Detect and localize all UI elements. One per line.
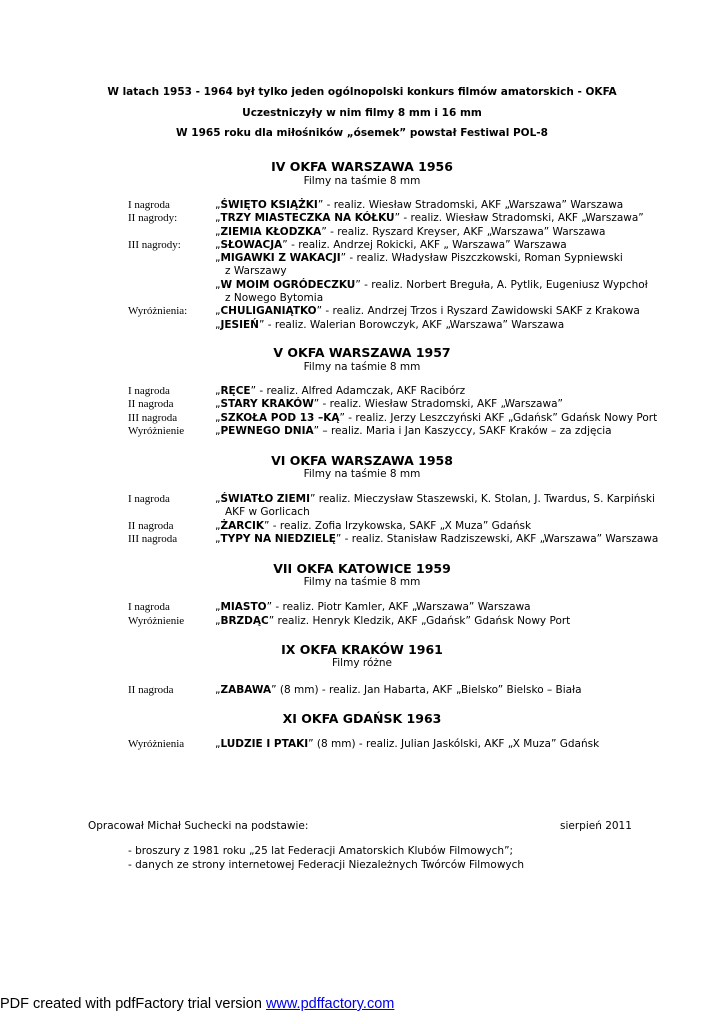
award-entry: „ZIEMIA KŁODZKA” - realiz. Ryszard Kreyser, AKF „Warszawa” Warszawa bbox=[215, 226, 606, 238]
section-subtitle: Filmy na taśmie 8 mm bbox=[303, 175, 421, 187]
footer-date: sierpień 2011 bbox=[560, 820, 632, 832]
award-entry: „TYPY NA NIEDZIELĘ” - realiz. Stanisław Radziszewski, AKF „Warszawa” Warszawa bbox=[215, 533, 659, 545]
award-entry: „W MOIM OGRÓDECZKU” - realiz. Norbert Breguła, A. Pytlik, Eugeniusz Wypchoł bbox=[215, 279, 648, 291]
film-title: PEWNEGO DNIA bbox=[220, 425, 314, 437]
award-entry: „LUDZIE I PTAKI” (8 mm) - realiz. Julian Jaskólski, AKF „X Muza” Gdańsk bbox=[215, 738, 600, 750]
award-entry: „CHULIGANIĄTKO” - realiz. Andrzej Trzos i Ryszard Zawidowski SAKF z Krakowa bbox=[215, 305, 640, 317]
award-entry: „SŁOWACJA” - realiz. Andrzej Rokicki, AKF „ Warszawa” Warszawa bbox=[215, 239, 567, 251]
award-entry: „SZKOŁA POD 13 –KĄ” - realiz. Jerzy Leszczyński AKF „Gdańsk” Gdańsk Nowy Port bbox=[215, 412, 658, 424]
award-entry: „STARY KRAKÓW” - realiz. Wiesław Stradomski, AKF „Warszawa” bbox=[215, 398, 563, 410]
film-title: ZABAWA bbox=[220, 684, 272, 696]
source-item: - broszury z 1981 roku „25 lat Federacji Amatorskich Klubów Filmowych”; bbox=[128, 845, 514, 857]
film-title: SZKOŁA POD 13 –KĄ bbox=[220, 412, 340, 424]
section-title: VII OKFA KATOWICE 1959 bbox=[273, 561, 451, 576]
film-title: ZIEMIA KŁODZKA bbox=[220, 226, 322, 238]
award-label: I nagroda bbox=[128, 199, 170, 211]
section-subtitle: Filmy na taśmie 8 mm bbox=[303, 576, 421, 588]
award-label: Wyróżnienie bbox=[128, 615, 185, 627]
section-title: V OKFA WARSZAWA 1957 bbox=[273, 345, 451, 360]
film-title: LUDZIE I PTAKI bbox=[220, 738, 309, 750]
award-label: III nagrody: bbox=[128, 239, 181, 251]
intro-line-3: W 1965 roku dla miłośników „ósemek” powstał Festiwal POL-8 bbox=[176, 127, 548, 139]
award-label: II nagroda bbox=[128, 398, 174, 410]
section-subtitle: Filmy różne bbox=[331, 657, 393, 669]
award-entry: „JESIEŃ” - realiz. Walerian Borowczyk, AKF „Warszawa” Warszawa bbox=[215, 319, 565, 331]
intro-line-2: Uczestniczyły w nim filmy 8 mm i 16 mm bbox=[242, 107, 482, 119]
section-subtitle: Filmy na taśmie 8 mm bbox=[303, 468, 421, 480]
award-entry: „ŻARCIK” - realiz. Zofia Irzykowska, SAKF „X Muza” Gdańsk bbox=[215, 520, 532, 532]
award-label: I nagroda bbox=[128, 601, 170, 613]
film-title: W MOIM OGRÓDECZKU bbox=[220, 279, 356, 291]
intro-line-1: W latach 1953 - 1964 był tylko jeden ogólnopolski konkurs filmów amatorskich - OKFA bbox=[107, 86, 617, 98]
section-subtitle: Filmy na taśmie 8 mm bbox=[303, 361, 421, 373]
award-label: Wyróżnienia: bbox=[128, 305, 188, 317]
award-label: I nagroda bbox=[128, 385, 170, 397]
source-item: - danych ze strony internetowej Federacji Niezależnych Twórców Filmowych bbox=[128, 859, 525, 871]
pdf-creator-note: PDF created with pdfFactory trial version www.pdffactory.com bbox=[0, 996, 395, 1012]
award-label: Wyróżnienia bbox=[128, 738, 185, 750]
award-entry: „ŚWIĘTO KSIĄŻKI” - realiz. Wiesław Stradomski, AKF „Warszawa” Warszawa bbox=[215, 199, 624, 211]
film-title: MIGAWKI Z WAKACJI bbox=[220, 252, 341, 264]
film-title: BRZDĄC bbox=[220, 615, 269, 627]
film-title: ŚWIATŁO ZIEMI bbox=[220, 493, 310, 505]
film-title: RĘCE bbox=[220, 385, 251, 397]
film-title: TRZY MIASTECZKA NA KÓŁKU bbox=[220, 212, 395, 224]
award-continuation: AKF w Gorlicach bbox=[225, 506, 310, 518]
award-label: III nagroda bbox=[128, 412, 178, 424]
award-entry: „MIGAWKI Z WAKACJI” - realiz. Władysław Piszczkowski, Roman Sypniewski bbox=[215, 252, 623, 264]
film-title: JESIEŃ bbox=[220, 319, 259, 331]
award-entry: „BRZDĄC” realiz. Henryk Kledzik, AKF „Gdańsk” Gdańsk Nowy Port bbox=[215, 615, 571, 627]
award-entry: „MIASTO” - realiz. Piotr Kamler, AKF „Warszawa” Warszawa bbox=[215, 601, 531, 613]
film-title: STARY KRAKÓW bbox=[220, 398, 314, 410]
film-title: ŚWIĘTO KSIĄŻKI bbox=[220, 199, 318, 211]
section-title: IX OKFA KRAKÓW 1961 bbox=[281, 642, 443, 657]
film-title: ŻARCIK bbox=[220, 520, 265, 532]
award-entry: „ŚWIATŁO ZIEMI” realiz. Mieczysław Staszewski, K. Stolan, J. Twardus, S. Karpiński bbox=[215, 493, 655, 505]
award-label: Wyróżnienie bbox=[128, 425, 185, 437]
award-label: II nagroda bbox=[128, 684, 174, 696]
award-entry: „TRZY MIASTECZKA NA KÓŁKU” - realiz. Wiesław Stradomski, AKF „Warszawa” bbox=[215, 212, 644, 224]
section-title: IV OKFA WARSZAWA 1956 bbox=[271, 159, 453, 174]
film-title: CHULIGANIĄTKO bbox=[220, 305, 317, 317]
award-label: II nagroda bbox=[128, 520, 174, 532]
award-label: I nagroda bbox=[128, 493, 170, 505]
award-label: II nagrody: bbox=[128, 212, 178, 224]
section-title: XI OKFA GDAŃSK 1963 bbox=[282, 711, 442, 726]
award-entry: „RĘCE” - realiz. Alfred Adamczak, AKF Racibórz bbox=[215, 385, 466, 397]
award-label: III nagroda bbox=[128, 533, 178, 545]
section-title: VI OKFA WARSZAWA 1958 bbox=[271, 453, 453, 468]
film-title: SŁOWACJA bbox=[220, 239, 283, 251]
film-title: TYPY NA NIEDZIELĘ bbox=[220, 533, 336, 545]
award-continuation: z Nowego Bytomia bbox=[225, 292, 324, 304]
award-continuation: z Warszawy bbox=[225, 265, 287, 277]
pdffactory-link[interactable]: www.pdffactory.com bbox=[265, 996, 395, 1012]
award-entry: „ZABAWA” (8 mm) - realiz. Jan Habarta, AKF „Bielsko” Bielsko – Biała bbox=[215, 684, 582, 696]
footer-author: Opracował Michał Suchecki na podstawie: bbox=[88, 820, 309, 832]
film-title: MIASTO bbox=[220, 601, 267, 613]
award-entry: „PEWNEGO DNIA” – realiz. Maria i Jan Kaszyccy, SAKF Kraków – za zdjęcia bbox=[215, 425, 612, 437]
